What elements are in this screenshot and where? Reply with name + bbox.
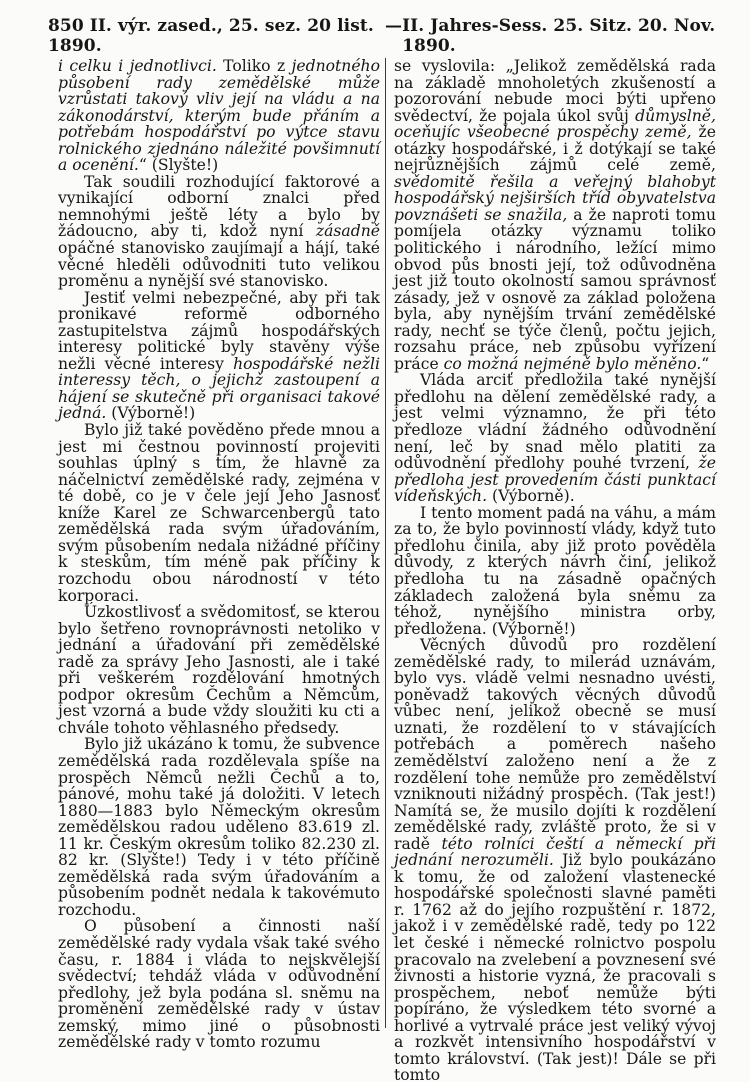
right-column-paragraph: Vláda arciť předložila také nynější předlohu na dělení zemědělské rady, a jest velmi významno, že při této předloze vládní žádného odůvodnění není, leč by snad mělo platiti za odůvodnění předlohy pouhé tvrzení, že předloha jest provedením části punktací vídeňských. (Výborně). [394, 371, 716, 506]
left-column-paragraph: i celku i jednotlivci. Toliko z jednotného působení rady zemědělské může vzrůstati takový vliv její na vládu a na zákonodárství, kterým bude přáním a potřebám hospodářství po výtce stavu rolnického zjednáno náležité povšimnutí a ocenění.“ (Slyšte!) [58, 57, 380, 175]
column-divider [385, 58, 386, 1028]
header-left: 850 II. výr. zased., 25. sez. 20 list. 1890. [48, 16, 374, 56]
left-column-paragraph: Bylo již ukázáno k tomu, že subvence zemědělská rada rozdělevala spíše na prospěch Němců nežli Čechů a to, pánové, mohu také já doložiti. V letech 1880—1883 bylo Německým okresům zemědělskou radou uděleno 83.619 zl. 11 kr. Českým okresům toliko 82.230 zl. 82 kr. (Slyšte!) Tedy i v této příčině zemědělská rada svým úřadováním a působením podnět nedala k takovémuto rozchodu. [58, 735, 380, 919]
right-column-paragraph: Věcných důvodů pro rozdělení zemědělské rady, to milerád uznávám, bylo vys. vládě velmi nesnadno uvésti, poněvadž takových věcných důvodů vůbec není, jelikož obecně se musí uznati, že rozdělení to v stávajících potřebách a poměrech našeho zemědělství založeno není a že z rozdělení tohe nemůže pro zemědělství vzniknouti nižádný prospěch. (Tak jest!) Namítá se, že musilo dojíti k rozdělení zemědělské rady, zvláště proto, že si v radě této rolníci čeští a německí při jednání nerozuměli. Již bylo poukázáno k tomu, že od založení vlastenecké hospodářské společnosti slavné paměti r. 1762 až do jejího rozpuštění r. 1872, jakož i v zemědělské radě, tedy po 122 let české i německé rolnictvo pospolu pracovalo na zvelebení a povznesení své živnosti a historie vyzná, že pracovali s prospěchem, neboť nemůže býti popíráno, že výsledkem této svorné a horlivé a vytrvalé práce jest veliký vývoj a rozkvět intensivního hospodářství v tomto království. (Tak jest)! Dále se při tomto [394, 636, 716, 1084]
left-column-paragraph: Úzkostlivosť a svědomitosť, se kterou bylo šetřeno rovnoprávnosti netoliko v jednání a úřadování při zemědělské radě za správy Jeho Jasnosti, ale i také při veškerém rozdělování hmotných podpor okresům Čechům a Němcům, jest vzorná a bude vždy sloužiti ku cti a chvále tohoto věhlasného předsedy. [58, 603, 380, 737]
header-right: II. Jahres-Sess. 25. Sitz. 20. Nov. 1890. [402, 16, 716, 56]
header-dash: — [384, 16, 403, 36]
left-column-paragraph: Jestiť velmi nebezpečné, aby při tak pronikavé reformě odborného zastupitelstva zájmů hospodářských interesy politické byly stavěny výše nežli věcné interesy hospodářské nežli interessy těch, o jejichž zastoupení a hájení se skutečně při organisaci takové jedná. (Výborně!) [58, 288, 380, 423]
left-column-paragraph: Bylo již také pověděno přede mnou a jest mi čestnou povinností projeviti souhlas úplný s tím, že hlavně za náčelnictví zemědělské rady, zejména v té době, co je v čele její Jeho Jasnosť kníže Karel ze Schwarcenbergů tato zemědělská rada svým úřadováním, svým působením nedala nižádné příčiny k steskům, tím méně pak příčiny k rozchodu obou národností v této korporaci. [58, 421, 380, 605]
right-column-paragraph: I tento moment padá na váhu, a mám za to, že bylo povinností vlády, když tuto předlohu činila, aby již proto pověděla důvody, z kterých návrh činí, jelikož předloha tu na zásadně opačných základech založená byla sněmu za téhož, nynějšího ministra orby, předložena. (Výborně!) [394, 503, 716, 638]
page-header [48, 16, 728, 56]
right-column-paragraph: se vyslovila: „Jelikož zemědělská rada na základě mnoholetých zkušeností a pozorování nebude moci býti upřeno svědectví, že pojala úkol svůj důmyslně, oceňujíc všeobecné prospěchy země, že otázky hospodářské, i ž dotýkají se také nejrůznějších zájmů celé země, svědomitě řešila a veřejný blahobyt hospodářský nejširších tříd obyvatelstva povznášeti se snažila, a že naproti tomu pomíjela otázky významu toliko politického i národního, ležící mimo obvod půs bnosti její, tož odůvodněna jest již touto okolností samou správnosť zásady, jež v osnově za základ položena byla, aby nynějším trvání zemědělské rady, nechť se týče členů, počtu jejich, rozsahu práce, neb způsobu vyřízení práce co možná nejméně bylo měněno.“ [394, 57, 717, 373]
left-column-paragraph: Tak soudili rozhodující faktorové a vynikající odborní znalci před nemnohými ještě léty a bylo by žádoucno, aby ti, kdož nyní zásadně opáčné stanovisko zaujímají a hájí, také věcné hleděli odůvodniti tuto velikou proměnu a nynější své stanovisko. [58, 172, 380, 291]
left-column-paragraph: O působení a činnosti naší zemědělské rady vydala však také svého času, r. 1884 i vláda to nejskvělejší svědectví; tehdáž vláda v odůvodnění předlohy, jež byla podána sl. sněmu na proměnění zemědělské rady v ústav zemský, mimo jiné o působnosti zemědělské rady v tomto rozumu [58, 917, 380, 1052]
left-column [58, 58, 380, 1051]
right-column [394, 58, 716, 1084]
